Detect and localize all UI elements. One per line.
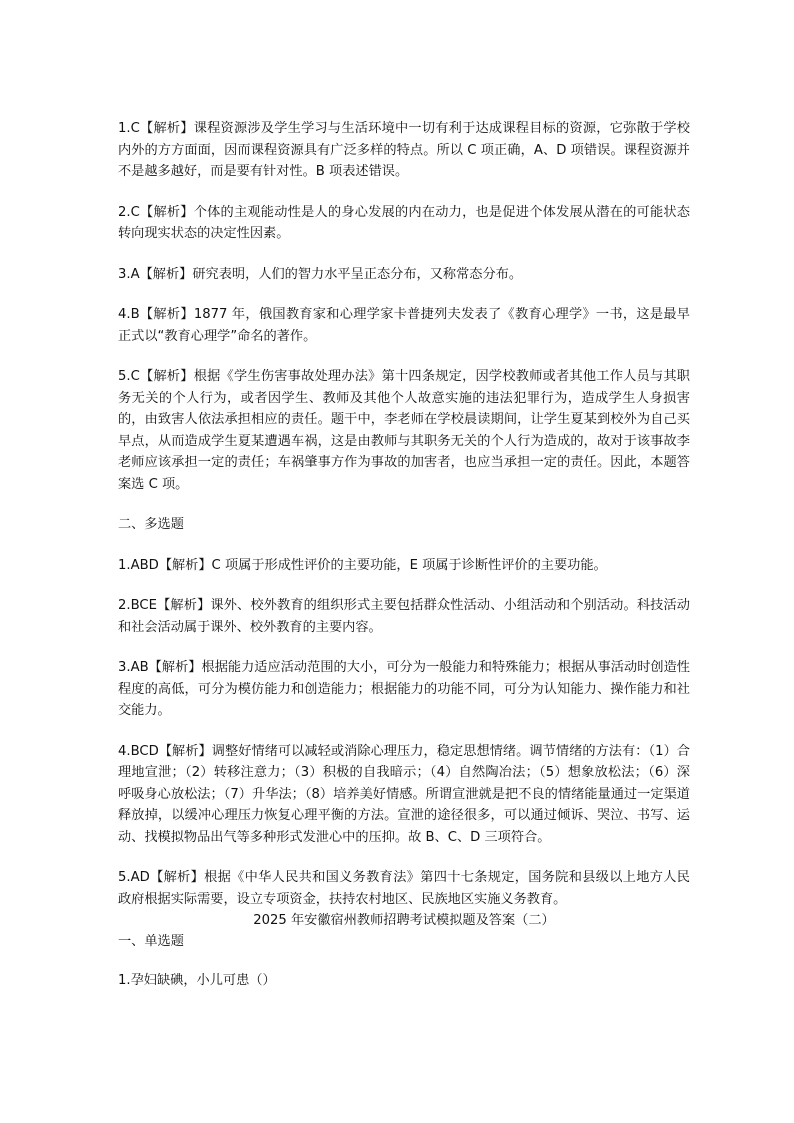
answer-explanation: 【解析】1877 年，俄国教育家和心理学家卡普捷列夫发表了《教育心理学》一书，这是最早正式以“教育心理学”命名的著作。 [118, 307, 690, 344]
answer-number: 4.B [118, 307, 140, 322]
answer-explanation: 【解析】根据能力适应活动范围的大小，可分为一般能力和特殊能力；根据从事活动时创造性程度的高低，可分为模仿能力和创造能力；根据能力的功能不同，可分为认知能力、操作能力和社交能力。 [118, 660, 690, 718]
answer-explanation: 【解析】C 项属于形成性评价的主要功能，E 项属于诊断性评价的主要功能。 [158, 557, 607, 573]
answer-multi-3 [118, 657, 690, 722]
answer-single-3 [118, 264, 690, 286]
answer-number: 4.BCD [118, 743, 159, 759]
section-heading-single: 一、单选题 [118, 934, 184, 949]
document-content [118, 118, 690, 1010]
question-1: 1.孕妇缺碘，小儿可患（） [118, 972, 276, 988]
answer-explanation: 【解析】根据《学生伤害事故处理办法》第十四条规定，因学校教师或者其他工作人员与其职务无关的个人行为，或者因学生、教师及其他个人故意实施的违法犯罪行为，造成学生人身损害的，由致害人依法承担相应的责任。题干中，李老师在学校晨读期间，让学生夏某到校外为自己买早点，从而造成学生夏某遭遇车祸，这是由教师与其职务无关的个人行为造成的，故对于该事故李老师应该承担一定的责任；车祸肇事方作为事故的加害者，也应当承担一定的责任。因此，本题答案选 C 项。 [118, 369, 690, 492]
answer-number: 2.BCE [118, 598, 157, 613]
answer-single-2 [118, 202, 690, 245]
answer-single-1 [118, 118, 690, 183]
section-heading-multi: 二、多选题 [118, 517, 184, 532]
answer-single-5 [118, 366, 690, 495]
answer-multi-4 [118, 741, 690, 849]
answer-explanation: 【解析】课外、校外教育的组织形式主要包括群众性活动、小组活动和个别活动。科技活动和社会活动属于课外、校外教育的主要内容。 [118, 598, 690, 635]
answer-explanation: 【解析】研究表明，人们的智力水平呈正态分布，又称常态分布。 [139, 266, 523, 282]
answer-multi-2 [118, 595, 690, 638]
exam-title: 2025 年安徽宿州教师招聘考试模拟题及答案（二） [253, 913, 555, 928]
answer-number: 3.AB [118, 660, 149, 675]
answer-number: 5.C [118, 369, 140, 384]
answer-explanation: 【解析】调整好情绪可以减轻或消除心理压力，稳定思想情绪。调节情绪的方法有：（1）合理地宣泄；（2）转移注意力；（3）积极的自我暗示；（4）自然陶冶法；（5）想象放松法；（6）深呼吸身心放松法；（7）升华法；（8）培养美好情感。所谓宣泄就是把不良的情绪能量通过一定渠道释放掉，以缓冲心理压力恢复心理平衡的方法。宣泄的途径很多，可以通过倾诉、哭泣、书写、运动、找模拟物品出气等多种形式发泄心中的压抑。故 B、C、D 三项符合。 [118, 743, 690, 845]
answer-multi-5 [118, 867, 690, 910]
answer-number: 3.A [118, 266, 140, 282]
answer-explanation: 【解析】个体的主观能动性是人的身心发展的内在动力，也是促进个体发展从潜在的可能状态转向现实状态的决定性因素。 [118, 204, 690, 241]
answer-number: 5.AD [118, 870, 150, 885]
answer-explanation: 【解析】根据《中华人民共和国义务教育法》第四十七条规定，国务院和县级以上地方人民政府根据实际需要，设立专项资金，扶持农村地区、民族地区实施义务教育。 [118, 870, 690, 907]
answer-multi-1 [118, 555, 690, 577]
answer-explanation: 【解析】课程资源涉及学生学习与生活环境中一切有利于达成课程目标的资源，它弥散于学校内外的方方面面，因而课程资源具有广泛多样的特点。所以 C 项正确，A、D 项错误。课程资源并不是越多越好，而是要有针对性。B 项表述错误。 [118, 121, 690, 179]
answer-single-4 [118, 304, 690, 347]
answer-number: 2.C [118, 204, 140, 220]
answer-number: 1.C [118, 121, 140, 136]
answer-number: 1.ABD [118, 557, 159, 573]
